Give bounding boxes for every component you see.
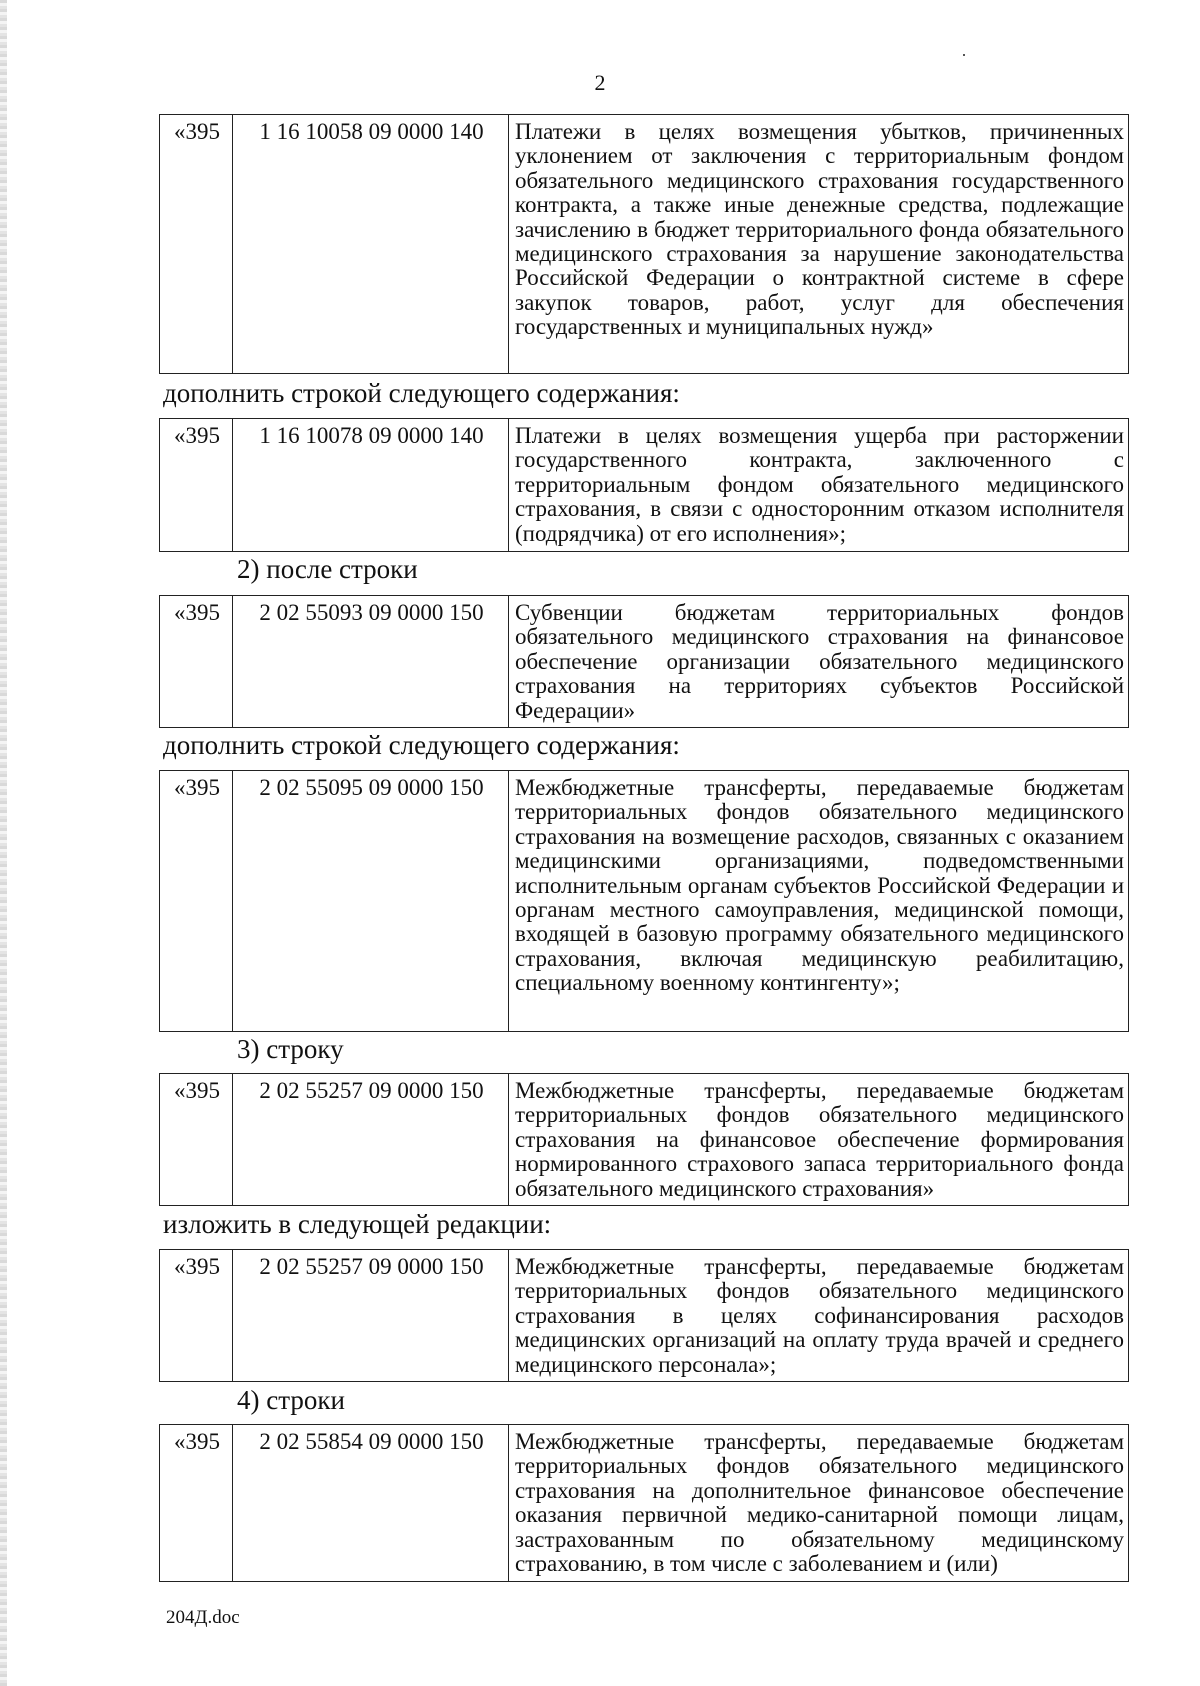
description-cell: Межбюджетные трансферты, передаваемые бюджетам территориальных фондов обязательного медицинского страхования на дополнительное финансовое обеспечение оказания первичной медико-санитарной помощи лицам, застрахованным по обязательному медицинскому страхованию, в том числе с заболеванием и (или) — [509, 1425, 1129, 1582]
kbk-cell: 2 02 55257 09 0000 150 — [233, 1074, 509, 1206]
budget-code-cell: «395 — [160, 1250, 233, 1382]
paragraph: 3) строку — [237, 1034, 344, 1064]
kbk-cell: 2 02 55854 09 0000 150 — [233, 1425, 509, 1582]
table-row — [159, 1073, 1129, 1206]
budget-code-cell: «395 — [160, 1425, 233, 1582]
budget-code-cell: «395 — [160, 596, 233, 728]
description-cell: Межбюджетные трансферты, передаваемые бюджетам территориальных фондов обязательного медицинского страхования в целях софинансирования расходов медицинских организаций на оплату труда врачей и среднего медицинского персонала»; — [509, 1250, 1129, 1382]
kbk-cell: 2 02 55095 09 0000 150 — [233, 771, 509, 1032]
scan-edge — [0, 0, 7, 1686]
kbk-cell: 1 16 10058 09 0000 140 — [233, 115, 509, 374]
budget-code-cell: «395 — [160, 771, 233, 1032]
table-row — [159, 770, 1129, 1032]
file-name-footer: 204Д.doc — [166, 1607, 240, 1628]
paragraph: изложить в следующей редакции: — [163, 1209, 552, 1239]
page-number: 2 — [594, 70, 606, 95]
description-cell: Платежи в целях возмещения ущерба при расторжении государственного контракта, заключенного с территориальным фондом обязательного медицинского страхования, в связи с односторонним отказом исполнителя (подрядчика) от его исполнения»; — [509, 419, 1129, 552]
table-row — [159, 1424, 1129, 1582]
kbk-cell: 2 02 55093 09 0000 150 — [233, 596, 509, 728]
budget-code-cell: «395 — [160, 115, 233, 374]
table-row — [159, 418, 1129, 552]
description-cell: Субвенции бюджетам территориальных фондов обязательного медицинского страхования на финансовое обеспечение организации обязательного медицинского страхования на территориях субъектов Российской Федерации» — [509, 596, 1129, 728]
kbk-cell: 1 16 10078 09 0000 140 — [233, 419, 509, 552]
table-row — [159, 1249, 1129, 1382]
table-row — [159, 595, 1129, 728]
paragraph: 4) строки — [237, 1385, 345, 1415]
description-cell: Межбюджетные трансферты, передаваемые бюджетам территориальных фондов обязательного медицинского страхования на финансовое обеспечение формирования нормированного страхового запаса территориального фонда обязательного медицинского страхования» — [509, 1074, 1129, 1206]
budget-code-cell: «395 — [160, 1074, 233, 1206]
budget-code-cell: «395 — [160, 419, 233, 552]
scan-speck — [963, 54, 965, 56]
paragraph: дополнить строкой следующего содержания: — [163, 378, 680, 408]
description-cell: Платежи в целях возмещения убытков, причиненных уклонением от заключения с территориальным фондом обязательного медицинского страхования государственного контракта, а также иные денежные средства, подлежащие зачислению в бюджет территориального фонда обязательного медицинского страхования за нарушение законодательства Российской Федерации о контрактной системе в сфере закупок товаров, работ, услуг для обеспечения государственных и муниципальных нужд» — [509, 115, 1129, 374]
table-row — [159, 114, 1129, 374]
paragraph: 2) после строки — [237, 554, 418, 584]
paragraph: дополнить строкой следующего содержания: — [163, 730, 680, 760]
kbk-cell: 2 02 55257 09 0000 150 — [233, 1250, 509, 1382]
description-cell: Межбюджетные трансферты, передаваемые бюджетам территориальных фондов обязательного медицинского страхования на возмещение расходов, связанных с оказанием медицинскими организациями, подведомственными исполнительным органам субъектов Российской Федерации и органам местного самоуправления, медицинской помощи, входящей в базовую программу обязательного медицинского страхования, включая медицинскую реабилитацию, специальному военному контингенту»; — [509, 771, 1129, 1032]
